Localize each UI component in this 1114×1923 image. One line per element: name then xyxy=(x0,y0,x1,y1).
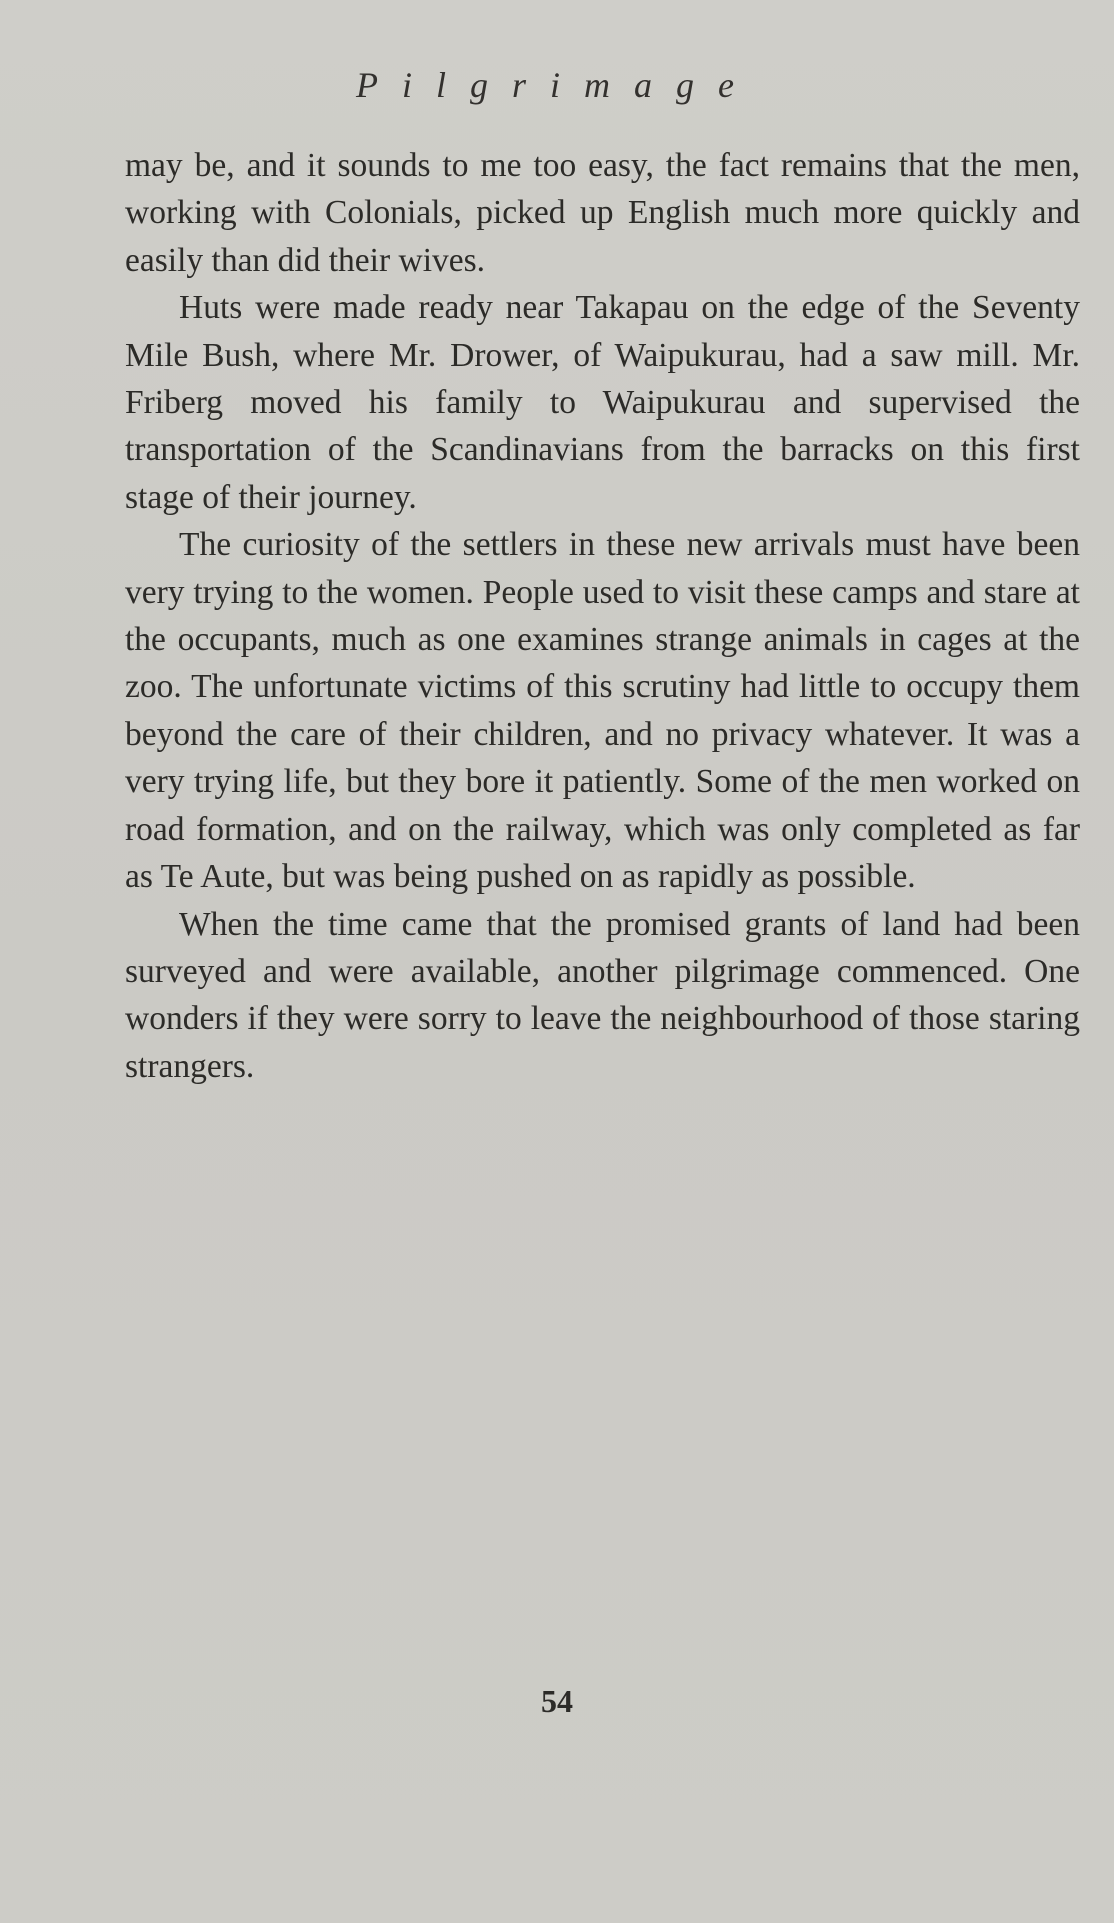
paragraph-curiosity: The curiosity of the settlers in these new arrivals must have been very trying to the women. People used to visit these camps and stare at the occupants, much as one examines strange animals in cages at the zoo. The unfortunate victims of this scrutiny had little to occupy them beyond the care of their children, and no privacy whatever. It was a very trying life, but they bore it patiently. Some of the men worked on road formation, and on the railway, which was only completed as far as Te Aute, but was being pushed on as rapidly as possible. xyxy=(125,526,1080,896)
running-head-title: Pilgrimage xyxy=(356,65,758,105)
paragraph-continuation: may be, and it sounds to me too easy, the fact remains that the men, working with Colonials, picked up English much more quickly and easily than did their wives. xyxy=(125,147,1080,279)
body-text xyxy=(125,142,1080,1090)
paragraph-huts: Huts were made ready near Takapau on the edge of the Seventy Mile Bush, where Mr. Drower, of Waipukurau, had a saw mill. Mr. Friberg moved his family to Waipukurau and supervised the transportation of the Scandinavians from the barracks on this first stage of their journey. xyxy=(125,289,1080,516)
page-number: 54 xyxy=(541,1683,573,1719)
paragraph-land-grants: When the time came that the promised grants of land had been surveyed and were available, another pilgrimage commenced. One wonders if they were sorry to leave the neighbourhood of those staring strangers. xyxy=(125,905,1080,1085)
